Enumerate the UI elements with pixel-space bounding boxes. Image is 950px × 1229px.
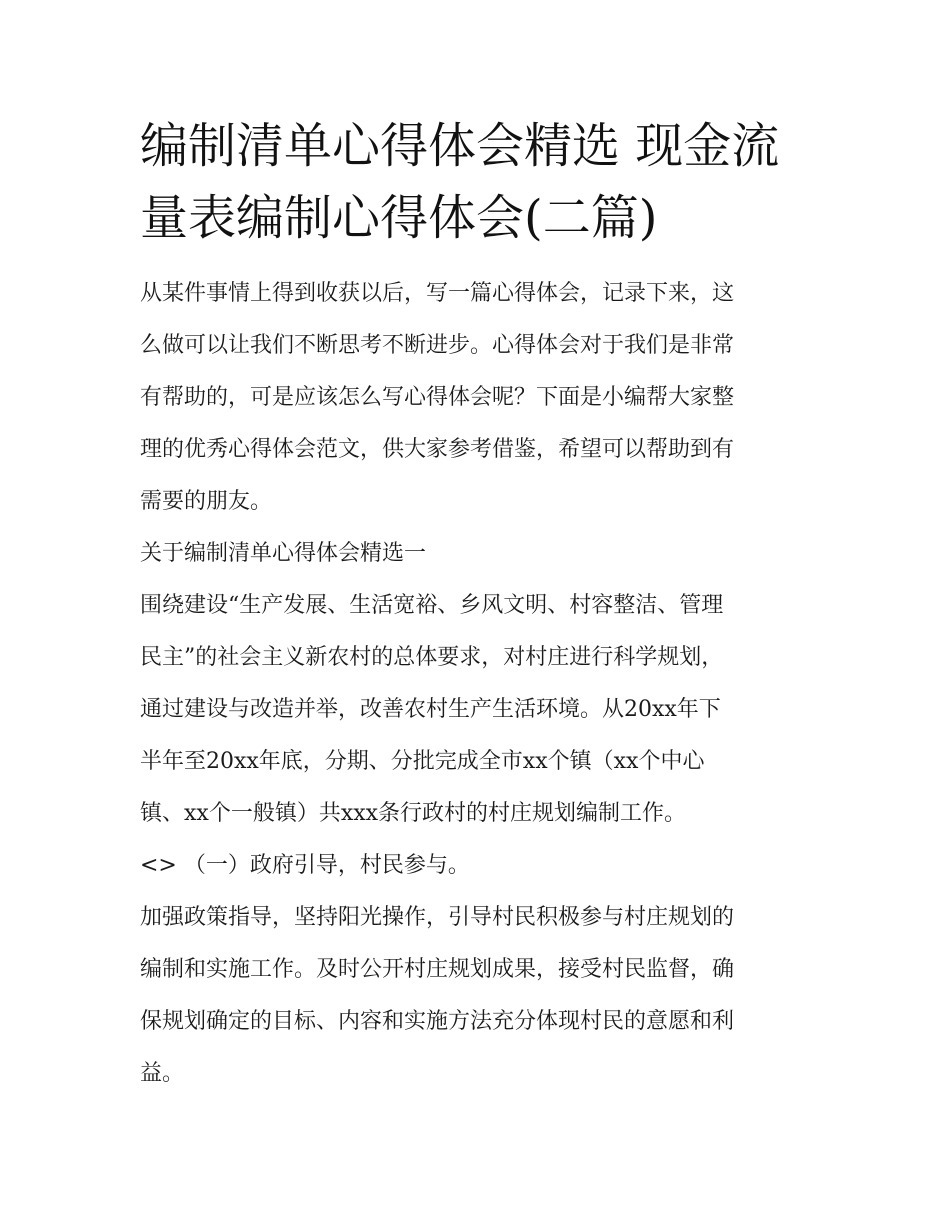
text-line: 从某件事情上得到收获以后，写一篇心得体会，记录下来，这 [140, 281, 735, 306]
text-line: 通过建设与改造并举，改善农村生产生活环境。从20xx年下 [140, 697, 721, 722]
text-line: 半年至20xx年底，分期、分批完成全市xx个镇（xx个中心 [140, 749, 705, 774]
text-line: 编制和实施工作。及时公开村庄规划成果，接受村民监督，确 [140, 957, 735, 982]
text-line: 镇、xx个一般镇）共xxx条行政村的村庄规划编制工作。 [140, 801, 687, 826]
text-line: <> （一）政府引导，村民参与。 [140, 853, 470, 878]
section-heading [140, 528, 820, 580]
text-line: 有帮助的，可是应该怎么写心得体会呢？下面是小编帮大家整 [140, 385, 735, 410]
title-line: 量表编制心得体会(二篇) [140, 190, 658, 246]
text-line: 么做可以让我们不断思考不断进步。心得体会对于我们是非常 [140, 333, 735, 358]
text-line: 保规划确定的目标、内容和实施方法充分体现村民的意愿和利 [140, 1009, 735, 1034]
text-line: 加强政策指导，坚持阳光操作，引导村民积极参与村庄规划的 [140, 905, 735, 930]
subheading [140, 840, 820, 892]
document-page [140, 110, 820, 1100]
title-line: 编制清单心得体会精选 现金流 [140, 118, 780, 174]
intro-paragraph [140, 268, 820, 528]
document-title [140, 110, 820, 254]
text-line: 民主”的社会主义新农村的总体要求，对村庄进行科学规划， [140, 645, 724, 670]
body-paragraph-2 [140, 892, 820, 1100]
body-paragraph-1 [140, 580, 820, 840]
text-line: 围绕建设“生产发展、生活宽裕、乡风文明、村容整洁、管理 [140, 593, 724, 618]
text-line: 益。 [140, 1061, 185, 1086]
text-line: 理的优秀心得体会范文，供大家参考借鉴，希望可以帮助到有 [140, 437, 735, 462]
text-line: 需要的朋友。 [140, 489, 273, 514]
text-line: 关于编制清单心得体会精选一 [140, 541, 427, 566]
